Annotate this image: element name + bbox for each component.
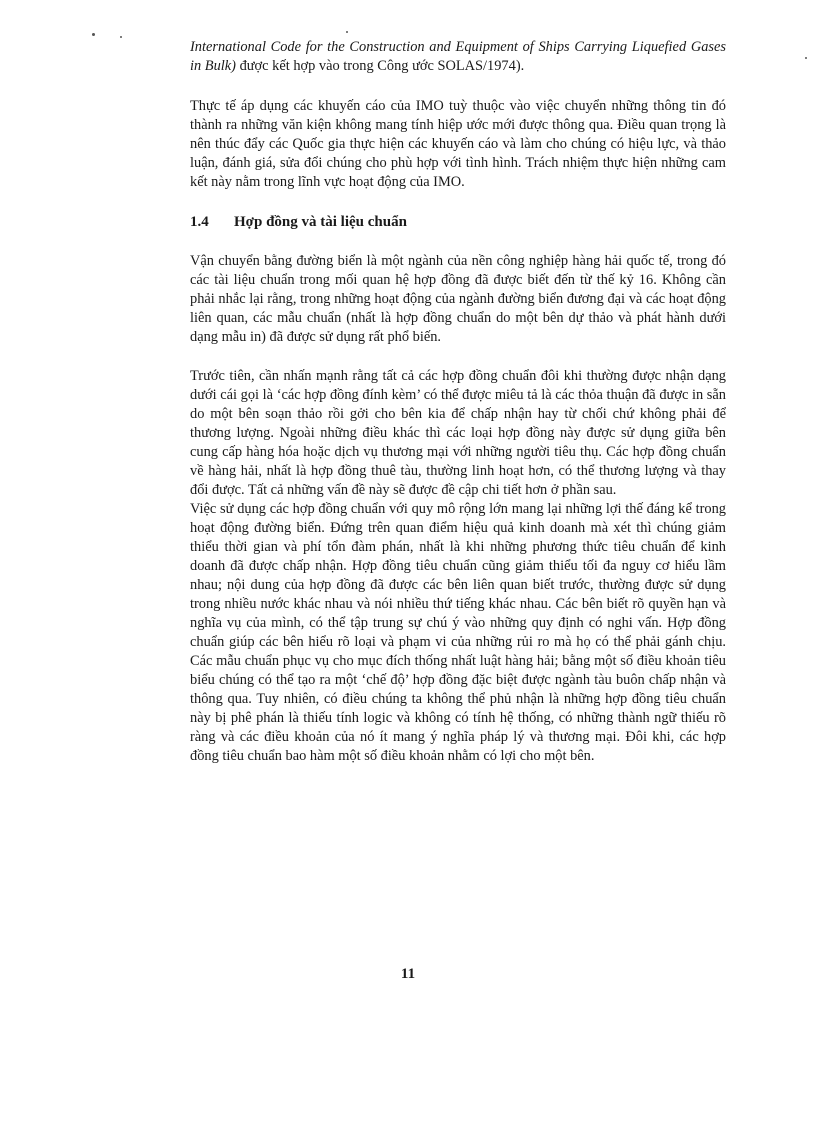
scan-speck: [346, 31, 348, 33]
section-number: 1.4: [190, 214, 209, 230]
intro-italic-code-name: International Code for the Construction and Equipment of Ships Carrying Liquefied Gases in Bulk): [190, 39, 726, 74]
section-heading: [190, 214, 726, 231]
paragraph-maritime-standards: Vận chuyển bằng đường biển là một ngành của nền công nghiệp hàng hải quốc tế, trong đó các tài liệu chuẩn trong mối quan hệ hợp đồng đã được biết đến từ thế kỷ 16. Không cần phải nhắc lại rằng, trong những hoạt động của ngành đường biển đương đại và các hoạt động liên quan, các mẫu chuẩn (nhất là hợp đồng chuẩn do một bên dự thảo và phát hành dưới dạng mẫu in) đã được sử dụng rất phổ biến.: [190, 253, 726, 345]
paragraph-advantages: Việc sử dụng các hợp đồng chuẩn với quy mô rộng lớn mang lại những lợi thế đáng kể trong hoạt động đường biển. Đứng trên quan điểm hiệu quả kinh doanh mà xét thì chúng giảm thiểu thời gian và phí tổn đàm phán, nhất là khi những phương thức tiêu chuẩn để kinh doanh đã được chấp nhận. Hợp đồng tiêu chuẩn cũng giảm thiểu tối đa nguy cơ hiểu lầm nhau; nội dung của hợp đồng đã được các bên liên quan biết trước, thường được sử dụng trong nhiều nước khác nhau và nói nhiều thứ tiếng khác nhau. Các bên biết rõ quyền hạn và nghĩa vụ của mình, có thể tập trung sự chú ý vào những quy định có nghi vấn. Hợp đồng chuẩn giúp các bên hiểu rõ loại và phạm vi của những rủi ro mà họ có thể phải gánh chịu. Các mẫu chuẩn phục vụ cho mục đích thống nhất luật hàng hải; bằng một số điều khoản tiêu biểu chúng có thể tạo ra một ‘chế độ’ hợp đồng đặc biệt được ngành tàu buôn chấp nhận và thông qua. Tuy nhiên, có điều chúng ta không thể phủ nhận là những hợp đồng tiêu chuẩn này bị phê phán là thiếu tính logic và không có tính hệ thống, có những thành ngữ thiếu rõ ràng và các điều khoản của nó ít mang ý nghĩa pháp lý và thương mại. Đôi khi, các hợp đồng tiêu chuẩn bao hàm một số điều khoản nhằm có lợi cho một bên.: [190, 501, 726, 764]
intro-paragraph: [190, 38, 726, 76]
intro-rest: được kết hợp vào trong Công ước SOLAS/1974).: [235, 58, 525, 74]
section-title: Hợp đồng và tài liệu chuẩn: [234, 214, 407, 230]
paragraph-standard-contracts: Trước tiên, cần nhấn mạnh rằng tất cả các hợp đồng chuẩn đôi khi thường được nhận dạng dưới cái gọi là ‘các hợp đồng đính kèm’ có thể được miêu tả là các thỏa thuận đã được in sẵn do một bên soạn thảo rồi gởi cho bên kia để chấp nhận hay từ chối chứ không phải để thương lượng. Ngoài những điều khác thì các loại hợp đồng này được sử dụng giữa bên cung cấp hàng hóa hoặc dịch vụ thương mại với những người tiêu thụ. Các hợp đồng chuẩn về hàng hải, nhất là hợp đồng thuê tàu, thường linh hoạt hơn, có thể thương lượng và thay đổi được. Tất cả những vấn đề này sẽ được đề cập chi tiết hơn ở phần sau.: [190, 368, 726, 498]
scan-speck: [120, 36, 122, 38]
scan-speck: [92, 33, 95, 36]
paragraph-imo-recommendations: Thực tế áp dụng các khuyến cáo của IMO tuỳ thuộc vào việc chuyển những thông tin đó thành ra những văn kiện không mang tính hiệp ước mới được thông qua. Điều quan trọng là nên thúc đẩy các Quốc gia thực hiện các khuyến cáo và làm cho chúng có hiệu lực, và thảo luận, đánh giá, sửa đổi chúng cho phù hợp với tình hình. Trách nhiệm thực hiện những cam kết này nằm trong lĩnh vực hoạt động của IMO.: [190, 98, 726, 190]
page-body: [190, 38, 726, 766]
scan-speck: [805, 57, 807, 59]
page-number: 11: [400, 966, 416, 982]
